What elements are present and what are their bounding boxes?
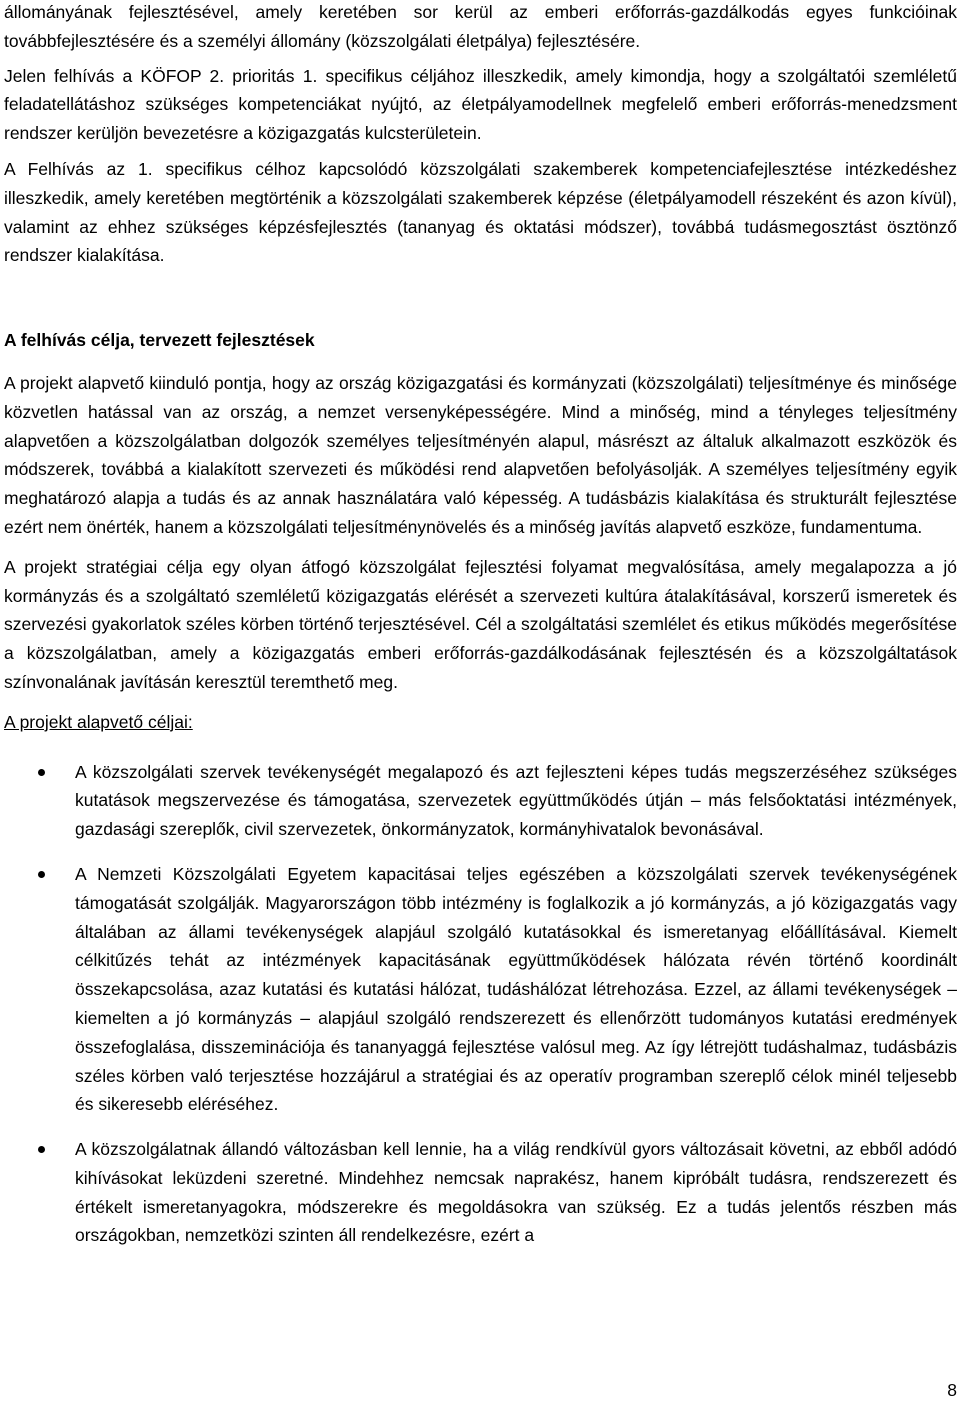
bullet-icon (38, 1146, 45, 1153)
goal-text: A közszolgálati szervek tevékenységét megalapozó és azt fejleszteni képes tudás megszerzéséhez szükséges kutatások megszervezése és támogatása, szervezetek együttműködés útján – más felsőoktatási intézmények, gazdasági szereplők, civil szervezetek, önkormányzatok, kormányhivatalok bevonásával. (75, 761, 957, 840)
list-item (4, 860, 957, 1119)
goal-text: A Nemzeti Közszolgálati Egyetem kapacitásai teljes egészében a közszolgálati szervek tevékenységének támogatását szolgálják. Magyarországon több intézmény is foglalkozik a jó kormányzás, a jó közigazgatás vagy általában az állami tevékenységek alapjául szolgáló kutatásokkal és ismeretanyag előállításával. Kiemelt célkitűzés tehát az intézmények kapacitásának együttműködések hálózata révén történő koordinált összekapcsolása, azaz kutatási és kutatási hálózat, tudáshálózat létrehozása. Ezzel, az állami tevékenységek – kiemelten a jó kormányzás – alapjául szolgáló rendszerezett és ellenőrzött tudományos kutatási eredmények összefoglalása, disszeminációja és tananyaggá fejlesztése valósul meg. Az így létrejött tudáshalmaz, tudásbázis széles körben való terjesztése hozzájárul a stratégiai és az operatív programban szereplő célok minél teljesebb és sikeresebb eléréséhez. (75, 863, 957, 1115)
paragraph-kofop: Jelen felhívás a KÖFOP 2. prioritás 1. specifikus céljához illeszkedik, amely kimondja, hogy a szolgáltatói szemléletű feladatellátáshoz szükséges kompetenciákat nyújtó, az életpályamodellnek megfelelő emberi erőforrás-menedzsment rendszer kerüljön bevezetésre a közigazgatás kulcsterületein. (4, 65, 957, 144)
bullet-icon (38, 769, 45, 776)
page-number: 8 (947, 1380, 957, 1400)
goal-text: A közszolgálatnak állandó változásban kell lennie, ha a világ rendkívül gyors változásait követni, az ebből adódó kihívásokat leküzdeni szeretné. Mindehhez nemcsak naprakész, hanem kipróbált tudásra, rendszerezett és értékelt ismeretanyagokra, módszerekre és megoldásokra van szükség. Ez a tudás jelentős részben más országokban, nemzetközi szinten áll rendelkezésre, ezért a (75, 1139, 957, 1246)
paragraph-intro-continuation: állományának fejlesztésével, amely keretében sor kerül az emberi erőforrás-gazdálkodás egyes funkcióinak továbbfejlesztésére és a személyi állomány (közszolgálati életpálya) fejlesztésére. (4, 2, 957, 51)
list-item (4, 758, 957, 844)
list-item (4, 1135, 957, 1250)
goals-label: A projekt alapvető céljai: (4, 711, 193, 732)
goals-list (4, 758, 957, 1251)
bullet-icon (38, 871, 45, 878)
section-heading: A felhívás célja, tervezett fejlesztések (4, 330, 315, 351)
paragraph-strategiai-cel: A projekt stratégiai célja egy olyan átfogó közszolgálat fejlesztési folyamat megvalósítása, amely megalapozza a jó kormányzás és a szolgáltató szemléletű közigazgatás elérését a szervezeti kultúra átalakításával, korszerű ismeretek és szervezési gyakorlatok széles körben történő terjesztésével. Cél a szolgáltatási szemlélet és etikus működés megerősítése a közszolgálatban, amely a közigazgatás emberi erőforrás-gazdálkodásának fejlesztésén és a közszolgáltatások színvonalának javításán keresztül teremthető meg. (4, 556, 957, 692)
paragraph-projekt-kiindulo: A projekt alapvető kiinduló pontja, hogy az ország közigazgatási és kormányzati (közszolgálati) teljesítménye és minősége közvetlen hatással van az ország, a nemzet versenyképességére. Mind a minőség, mind a tényleges teljesítmény alapvetően a közszolgálatban dolgozók személyes teljesítményén alapul, másrészt az általuk alkalmazott eszközök és módszerek, továbbá a kialakított szervezeti és működési rend alapvetően befolyásolják. A személyes teljesítmény egyik meghatározó alapja a tudás és az annak használatára való képesség. A tudásbázis kialakítása és strukturált fejlesztése ezért nem önérték, hanem a közszolgálati teljesítménynövelés és a minőség javítás alapvető eszköze, fundamentuma. (4, 372, 957, 537)
document-page (4, 0, 957, 1250)
paragraph-felhivas: A Felhívás az 1. specifikus célhoz kapcsolódó közszolgálati szakemberek kompetenciafejlesztése intézkedéshez illeszkedik, amely keretében megtörténik a közszolgálati szakemberek képzése (életpályamodell részeként és azon kívül), valamint az ehhez szükséges képzésfejlesztés (tananyag és oktatási módszer), továbbá tudásmegosztást ösztönző rendszer kialakítása. (4, 158, 957, 266)
